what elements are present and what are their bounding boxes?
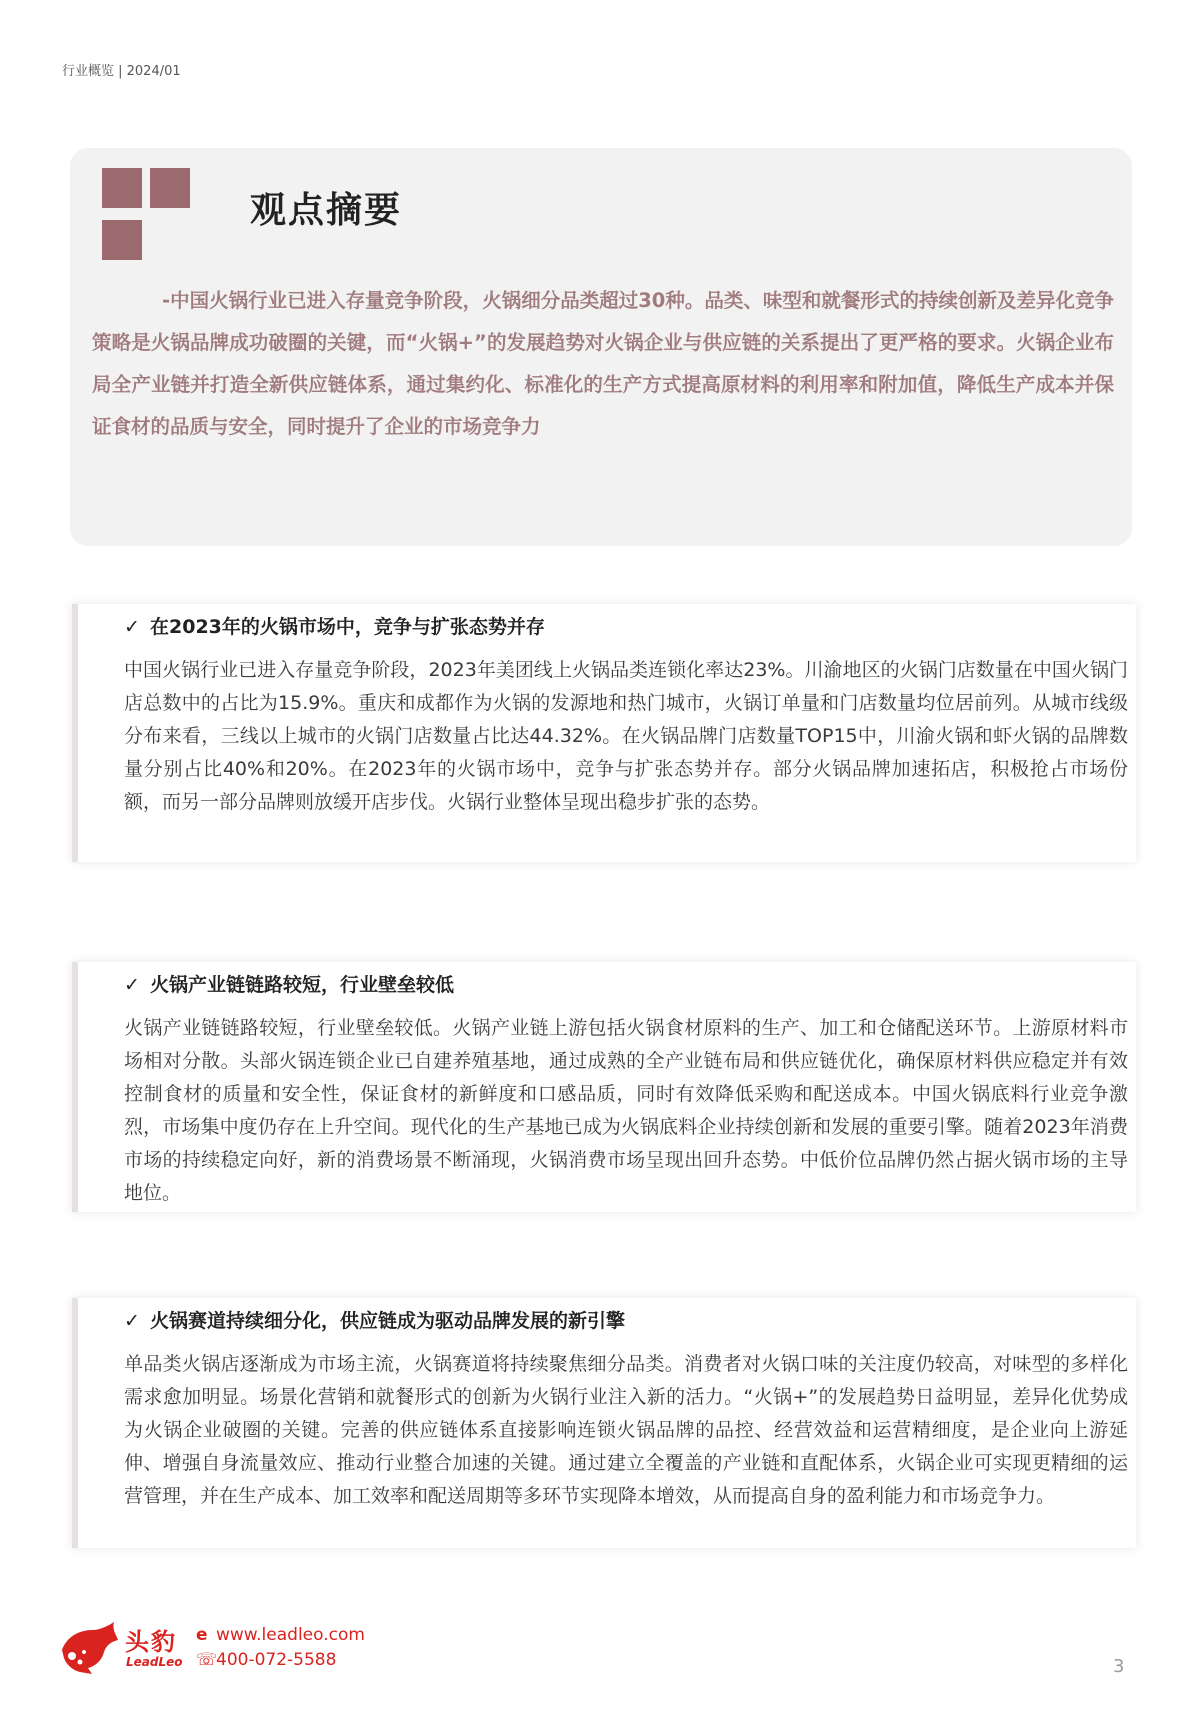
decorative-square — [150, 168, 190, 208]
section-title-row — [124, 612, 545, 639]
brand-english-name: LeadLeo — [126, 1655, 183, 1669]
section-title-row — [124, 970, 454, 997]
check-icon: ✓ — [124, 1310, 140, 1332]
summary-text: -中国火锅行业已进入存量竞争阶段，火锅细分品类超过30种。品类、味型和就餐形式的持续创新及差异化竞争策略是火锅品牌成功破圈的关键，而“火锅+”的发展趋势对火锅企业与供应链的关系提出了更严格的要求。火锅企业布局全产业链并打造全新供应链体系，通过集约化、标准化的生产方式提高原材料的利用率和附加值，降低生产成本并保证食材的品质与安全，同时提升了企业的市场竞争力 — [92, 289, 1114, 438]
website-link[interactable]: www.leadleo.com — [216, 1625, 365, 1645]
summary-title: 观点摘要 — [250, 190, 403, 231]
check-icon: ✓ — [124, 616, 140, 638]
web-icon: e — [196, 1625, 208, 1645]
section-text: 中国火锅行业已进入存量竞争阶段，2023年美团线上火锅品类连锁化率达23%。川渝地区的火锅门店数量在中国火锅门店总数中的占比为15.9%。重庆和成都作为火锅的发源地和热门城市，火锅订单量和门店数量均位居前列。从城市线级分布来看，三线以上城市的火锅门店数量占比达44.32%。在火锅品牌门店数量TOP15中，川渝火锅和虾火锅的品牌数量分别占比40%和20%。在2023年的火锅市场中，竞争与扩张态势并存。部分火锅品牌加速拓店，积极抢占市场份额，而另一部分品牌则放缓开店步伐。火锅行业整体呈现出稳步扩张的态势。 — [124, 659, 1128, 813]
brand-name: 头豹 — [125, 1628, 177, 1656]
header-meta: 行业概览 | 2024/01 — [62, 64, 181, 79]
decorative-square — [102, 220, 142, 260]
section-card — [72, 962, 1136, 1212]
section-title-row — [124, 1306, 625, 1333]
website-row — [196, 1625, 365, 1645]
section-text: 火锅产业链链路较短，行业壁垒较低。火锅产业链上游包括火锅食材原料的生产、加工和仓储配送环节。上游原材料市场相对分散。头部火锅连锁企业已自建养殖基地，通过成熟的全产业链布局和供应链优化，确保原材料供应稳定并有效控制食材的质量和安全性，保证食材的新鲜度和口感品质，同时有效降低采购和配送成本。中国火锅底料行业竞争激烈，市场集中度仍存在上升空间。现代化的生产基地已成为火锅底料企业持续创新和发展的重要引擎。随着2023年消费市场的持续稳定向好，新的消费场景不断涌现，火锅消费市场呈现出回升态势。中低价位品牌仍然占据火锅市场的主导地位。 — [124, 1017, 1128, 1204]
phone-row — [196, 1650, 336, 1670]
section-title: 火锅产业链链路较短，行业壁垒较低 — [150, 974, 455, 996]
decorative-square — [102, 168, 142, 208]
section-card — [72, 1298, 1136, 1548]
summary-box — [70, 148, 1132, 546]
section-title: 火锅赛道持续细分化，供应链成为驱动品牌发展的新引擎 — [150, 1310, 626, 1332]
phone-number: 400-072-5588 — [216, 1650, 337, 1670]
check-icon: ✓ — [124, 974, 140, 996]
section-text: 单品类火锅店逐渐成为市场主流，火锅赛道将持续聚焦细分品类。消费者对火锅口味的关注度仍较高，对味型的多样化需求愈加明显。场景化营销和就餐形式的创新为火锅行业注入新的活力。“火锅+”的发展趋势日益明显，差异化优势成为火锅企业破圈的关键。完善的供应链体系直接影响连锁火锅品牌的品控、经营效益和运营精细度，是企业向上游延伸、增强自身流量效应、推动行业整合加速的关键。通过建立全覆盖的产业链和直配体系，火锅企业可实现更精细的运营管理，并在生产成本、加工效率和配送周期等多环节实现降本增效，从而提高自身的盈利能力和市场竞争力。 — [124, 1353, 1128, 1507]
section-title: 在2023年的火锅市场中，竞争与扩张态势并存 — [150, 616, 545, 638]
phone-icon: ☏ — [196, 1650, 218, 1670]
page-number: 3 — [1113, 1656, 1125, 1677]
section-card — [72, 604, 1136, 862]
leopard-logo-icon — [58, 1620, 120, 1674]
